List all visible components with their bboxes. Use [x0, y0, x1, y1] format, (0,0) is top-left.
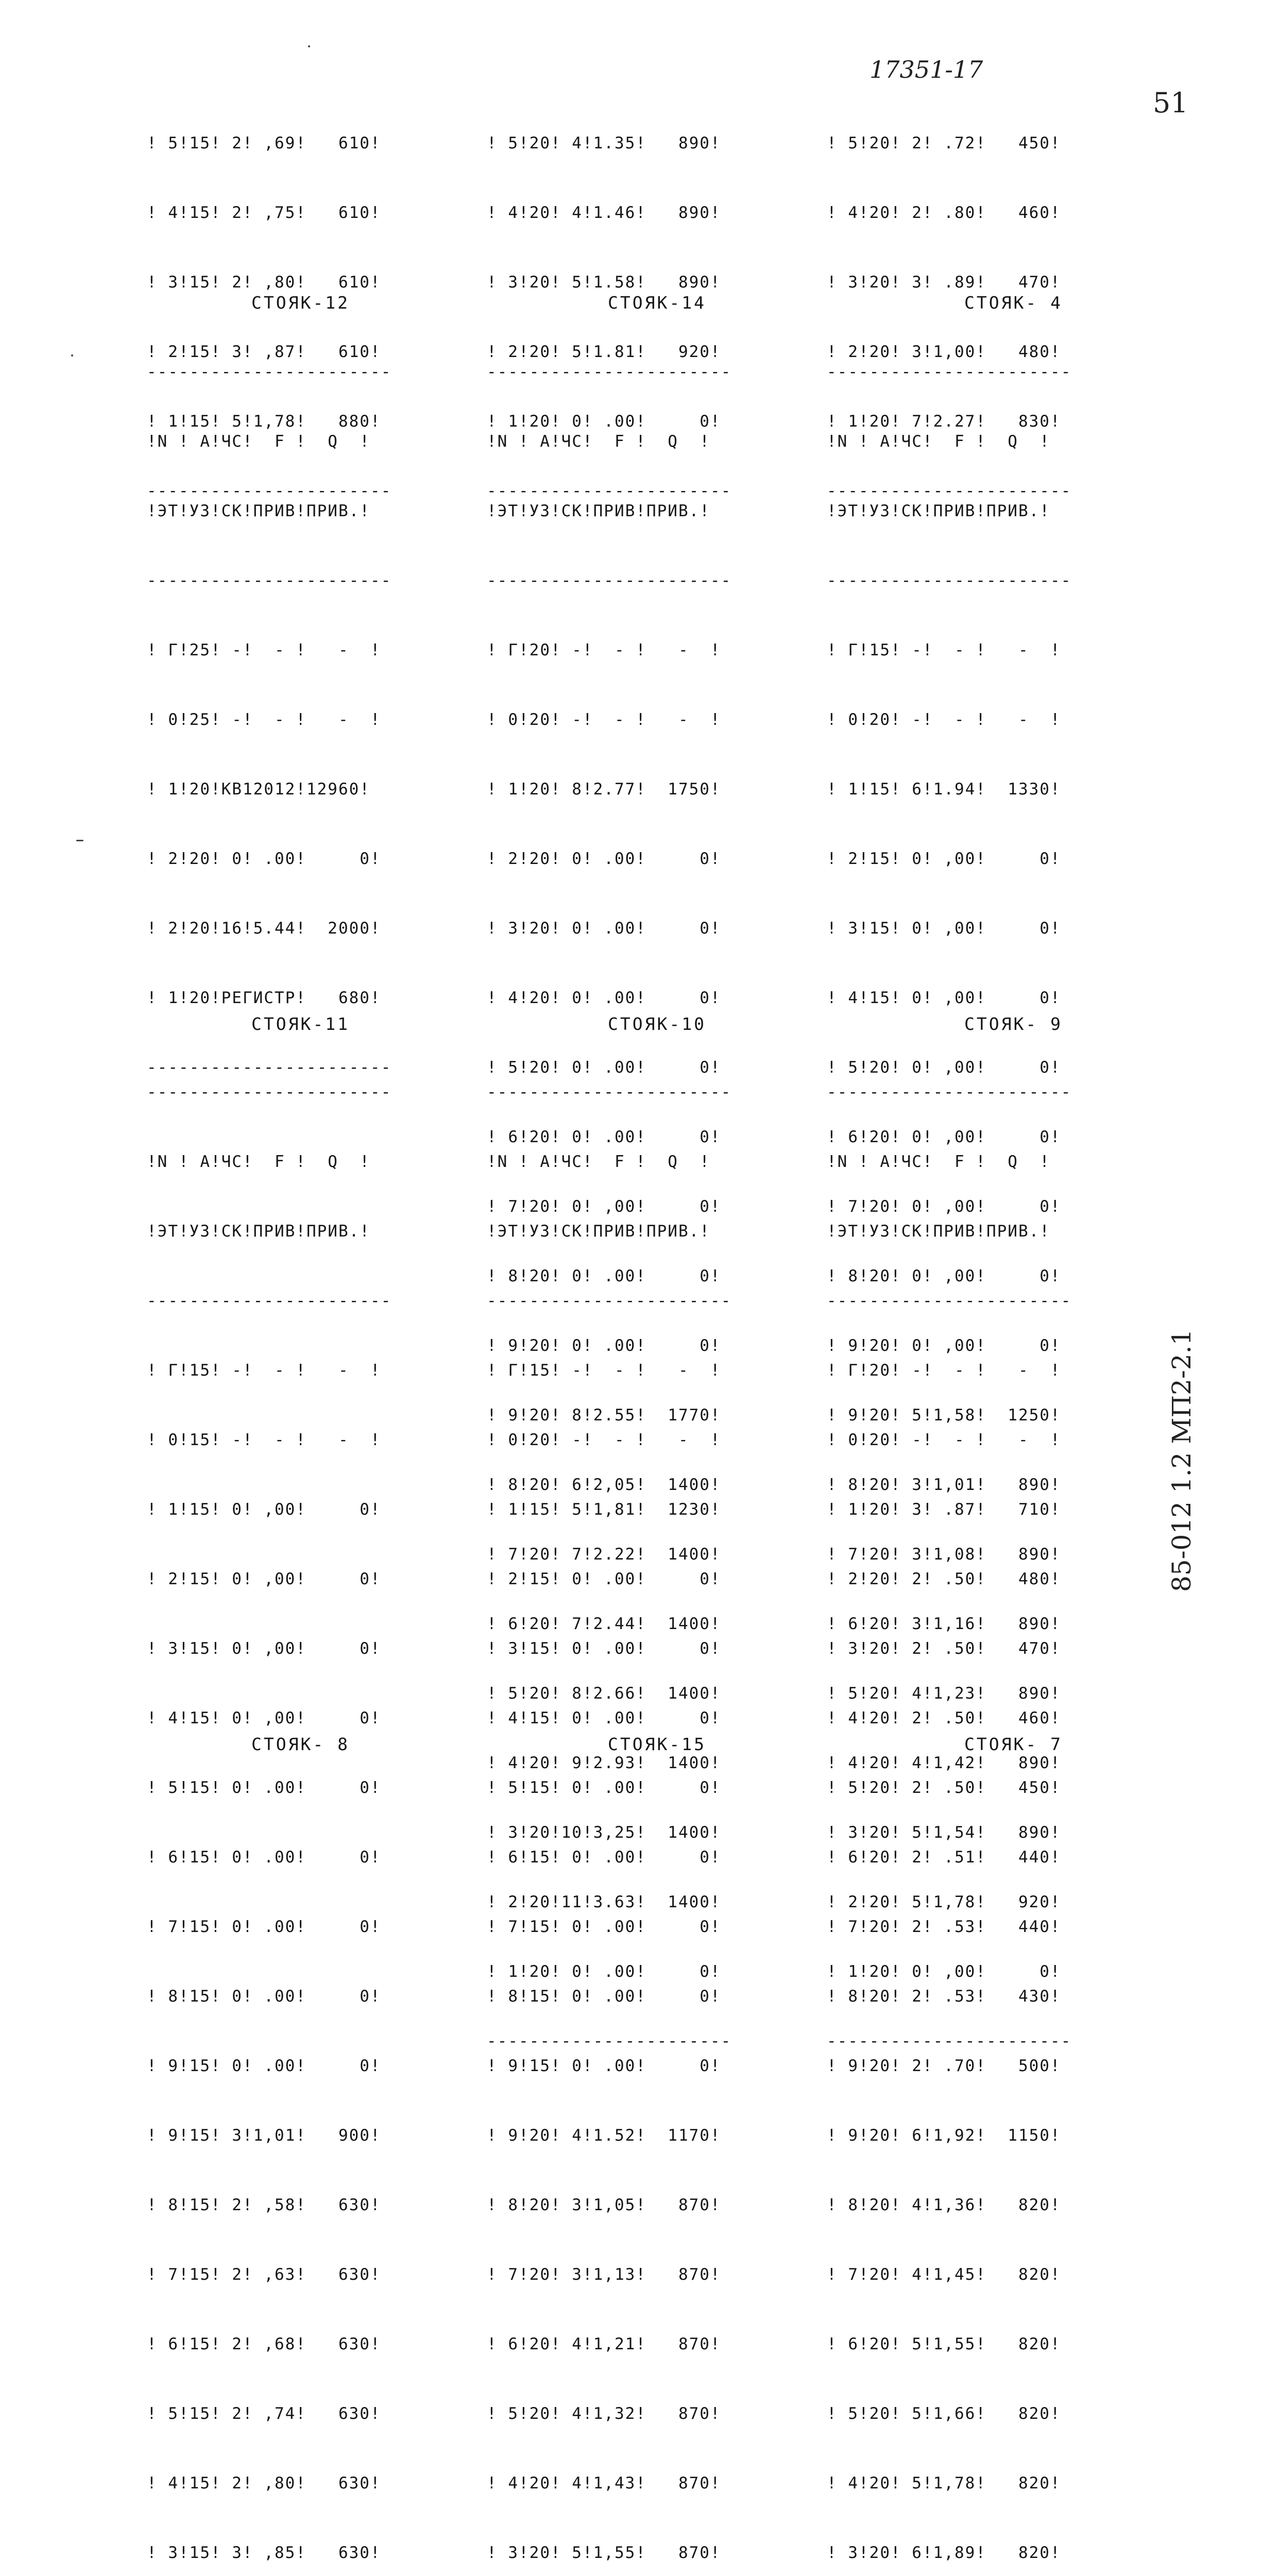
table-row: ! 7!20! 7!2.22! 1400!	[487, 1545, 721, 1564]
rule: -----------------------	[147, 1058, 392, 1077]
table-row: ! 1!15! 5!1,81! 1230!	[487, 1500, 721, 1519]
rule: -----------------------	[147, 1083, 392, 1101]
rule: -----------------------	[487, 571, 732, 590]
table-row: ! 1!20! 7!2.27! 830!	[827, 412, 1061, 431]
table-stoyak-10	[487, 1035, 731, 2576]
scan-speck	[71, 354, 73, 357]
table-row: ! Г!15! -! - ! - !	[827, 641, 1061, 659]
page-number: 51	[1153, 87, 1188, 119]
table-row: ! 1!20!КВ12012!12960!	[147, 780, 370, 799]
table-row: ! 1!15! 0! ,00! 0!	[147, 1500, 381, 1519]
table-row: ! 8!20! 0! ,00! 0!	[827, 1267, 1061, 1285]
table-header: !N ! А!ЧС! F ! Q !	[827, 1153, 1050, 1171]
rule: -----------------------	[147, 482, 392, 500]
table-row: ! 1!20! 3! .87! 710!	[827, 1500, 1061, 1519]
table-row: ! 5!20! 0! .00! 0!	[487, 1058, 721, 1077]
table-title-stoyak-12: СТОЯК-12	[251, 293, 350, 313]
table-title-stoyak-8: СТОЯК- 8	[251, 1734, 350, 1754]
table-row: ! 8!15! 0! .00! 0!	[487, 1987, 721, 2006]
table-row: ! 3!20! 5!1,55! 870!	[487, 2544, 721, 2562]
table-row: ! 3!15! 3! ,85! 630!	[147, 2544, 381, 2562]
table-row: ! 4!20! 0! .00! 0!	[487, 989, 721, 1007]
table-row: ! 0!20! -! - ! - !	[487, 1431, 721, 1449]
table-row: ! 3!20! 0! .00! 0!	[487, 919, 721, 938]
rule: -----------------------	[827, 2032, 1072, 2050]
table-row: ! 9!15! 0! .00! 0!	[487, 2057, 721, 2075]
table-row: ! 5!20! 4!1.35! 890!	[487, 134, 721, 152]
table-row: ! 6!15! 2! ,68! 630!	[147, 2335, 381, 2353]
table-row: ! 6!20! 7!2.44! 1400!	[487, 1615, 721, 1633]
table-row: ! 5!15! 2! ,74! 630!	[147, 2404, 381, 2423]
table-stoyak-12	[147, 314, 391, 1103]
table-row: ! 5!15! 0! .00! 0!	[147, 1778, 381, 1797]
table-row: ! 1!15! 6!1.94! 1330!	[827, 780, 1061, 799]
table-row: ! 4!15! 0! ,00! 0!	[827, 989, 1061, 1007]
table-row: ! 6!20! 0! .00! 0!	[487, 1128, 721, 1146]
table-row: ! 4!20! 9!2.93! 1400!	[487, 1754, 721, 1772]
table-row: ! 1!15! 5!1,78! 880!	[147, 412, 381, 431]
table-title-stoyak-4: СТОЯК- 4	[964, 293, 1063, 313]
rule: -----------------------	[147, 571, 392, 590]
table-row: ! Г!20! -! - ! - !	[827, 1361, 1061, 1380]
table-row: ! 0!20! -! - ! - !	[827, 710, 1061, 729]
table-row: ! 6!15! 0! .00! 0!	[147, 1848, 381, 1867]
rule: -----------------------	[827, 1083, 1072, 1101]
table-row: ! 3!20! 5!1.58! 890!	[487, 273, 721, 292]
rule: -----------------------	[487, 363, 732, 381]
table-row: ! 7!15! 0! .00! 0!	[487, 1918, 721, 1936]
rule: -----------------------	[487, 2032, 732, 2050]
table-row: ! 4!15! 2! ,75! 610!	[147, 204, 381, 222]
table-row: ! 1!20! 8!2.77! 1750!	[487, 780, 721, 799]
table-header: !ЭТ!УЗ!СК!ПРИВ!ПРИВ.!	[147, 1222, 370, 1241]
table-row: ! 4!20! 4!1,43! 870!	[487, 2474, 721, 2493]
table-row: ! 4!20! 4!1.46! 890!	[487, 204, 721, 222]
rule: -----------------------	[827, 571, 1072, 590]
table-row: ! 7!20! 3!1,13! 870!	[487, 2265, 721, 2284]
table-header: !N ! А!ЧС! F ! Q !	[487, 1153, 710, 1171]
table-row: ! 7!20! 0! ,00! 0!	[487, 1197, 721, 1216]
scan-speck	[76, 840, 83, 841]
table-row: ! 5!15! 2! ,69! 610!	[147, 134, 381, 152]
table-row: ! 3!20!10!3,25! 1400!	[487, 1823, 721, 1842]
rule: -----------------------	[147, 363, 392, 381]
table-row: ! 1!20! 0! .00! 0!	[487, 1962, 721, 1981]
table-row: ! 4!15! 0! .00! 0!	[487, 1709, 721, 1727]
table-header: !N ! А!ЧС! F ! Q !	[827, 432, 1050, 451]
table-header: !ЭТ!УЗ!СК!ПРИВ!ПРИВ.!	[487, 1222, 710, 1241]
table-row: ! Г!20! -! - ! - !	[487, 641, 721, 659]
table-row: ! 3!15! 0! .00! 0!	[487, 1639, 721, 1658]
table-row: ! 8!20! 4!1,36! 820!	[827, 2196, 1061, 2214]
rule: -----------------------	[487, 482, 732, 500]
table-row: ! 2!15! 3! ,87! 610!	[147, 343, 381, 361]
table-row: ! 4!15! 2! ,80! 630!	[147, 2474, 381, 2493]
table-stoyak-11	[147, 1035, 391, 2576]
table-header: !ЭТ!УЗ!СК!ПРИВ!ПРИВ.!	[487, 502, 710, 520]
table-row: ! 5!20! 4!1,32! 870!	[487, 2404, 721, 2423]
table-row: ! 1!20! 0! ,00! 0!	[827, 1962, 1061, 1981]
table-row: ! Г!25! -! - ! - !	[147, 641, 381, 659]
rule: -----------------------	[827, 482, 1072, 500]
table-row: ! 4!20! 5!1,78! 820!	[827, 2474, 1061, 2493]
table-row: ! 7!20! 3!1,08! 890!	[827, 1545, 1061, 1564]
table-row: ! 2!20!16!5.44! 2000!	[147, 919, 381, 938]
table-row: ! 6!20! 3!1,16! 890!	[827, 1615, 1061, 1633]
table-row: ! 5!15! 0! .00! 0!	[487, 1778, 721, 1797]
table-row: ! 8!20! 3!1,05! 870!	[487, 2196, 721, 2214]
table-row: ! 3!15! 2! ,80! 610!	[147, 273, 381, 292]
table-title-stoyak-10: СТОЯК-10	[608, 1014, 706, 1034]
table-header: !ЭТ!УЗ!СК!ПРИВ!ПРИВ.!	[827, 502, 1050, 520]
table-row: ! 0!25! -! - ! - !	[147, 710, 381, 729]
rule: -----------------------	[827, 1292, 1072, 1310]
table-row: ! 9!15! 0! .00! 0!	[147, 2057, 381, 2075]
doc-number: 17351-17	[870, 56, 983, 83]
table-row: ! 5!20! 8!2.66! 1400!	[487, 1684, 721, 1703]
table-row: ! 6!20! 4!1,21! 870!	[487, 2335, 721, 2353]
table-row: ! 2!15! 0! ,00! 0!	[827, 850, 1061, 868]
table-row: ! 4!20! 2! .50! 460!	[827, 1709, 1061, 1727]
table-row: ! 8!20! 3!1,01! 890!	[827, 1476, 1061, 1494]
table-header: !N ! А!ЧС! F ! Q !	[147, 1153, 370, 1171]
table-row: ! 9!20! 4!1.52! 1170!	[487, 2126, 721, 2145]
table-row: ! 2!20!11!3.63! 1400!	[487, 1893, 721, 1911]
table-row: ! 8!15! 0! .00! 0!	[147, 1987, 381, 2006]
table-row: ! 9!15! 3!1,01! 900!	[147, 2126, 381, 2145]
table-title-stoyak-14: СТОЯК-14	[608, 293, 706, 313]
table-title-stoyak-7: СТОЯК- 7	[964, 1734, 1063, 1754]
table-header: !N ! А!ЧС! F ! Q !	[147, 432, 370, 451]
table-row: ! 8!20! 6!2,05! 1400!	[487, 1476, 721, 1494]
table-row: ! 9!20! 8!2.55! 1770!	[487, 1406, 721, 1425]
table-row: ! 0!15! -! - ! - !	[147, 1431, 381, 1449]
table-row: ! 9!20! 0! .00! 0!	[487, 1336, 721, 1355]
table-title-stoyak-15: СТОЯК-15	[608, 1734, 706, 1754]
table-row: ! 3!15! 0! ,00! 0!	[147, 1639, 381, 1658]
table-row: ! 6!20! 2! .51! 440!	[827, 1848, 1061, 1867]
table-row: ! 3!20! 6!1,89! 820!	[827, 2544, 1061, 2562]
table-row: ! 7!15! 0! .00! 0!	[147, 1918, 381, 1936]
table-header: !ЭТ!УЗ!СК!ПРИВ!ПРИВ.!	[147, 502, 370, 520]
table-row: ! 2!20! 5!1,78! 920!	[827, 1893, 1061, 1911]
table-row: ! 5!20! 4!1,23! 890!	[827, 1684, 1061, 1703]
table-row: ! 2!20! 2! .50! 480!	[827, 1570, 1061, 1588]
table-row: ! 1!20!РЕГИСТР! 680!	[147, 989, 381, 1007]
rule: -----------------------	[487, 1292, 732, 1310]
rule: -----------------------	[147, 1292, 392, 1310]
table-row: ! 7!15! 2! ,63! 630!	[147, 2265, 381, 2284]
table-row: ! 6!15! 0! .00! 0!	[487, 1848, 721, 1867]
table-row: ! 7!20! 2! .53! 440!	[827, 1918, 1061, 1936]
table-row: ! 0!20! -! - ! - !	[487, 710, 721, 729]
table-row: ! 5!20! 2! .50! 450!	[827, 1778, 1061, 1797]
table-row: ! 5!20! 5!1,66! 820!	[827, 2404, 1061, 2423]
table-row: ! 4!20! 2! .80! 460!	[827, 204, 1061, 222]
table-row: ! 2!20! 3!1,00! 480!	[827, 343, 1061, 361]
table-row: ! 2!20! 0! .00! 0!	[147, 850, 381, 868]
side-code: 85-012 1.2 МП2-2.1	[1167, 1329, 1197, 1592]
table-row: ! 8!15! 2! ,58! 630!	[147, 2196, 381, 2214]
rule: -----------------------	[487, 1083, 732, 1101]
table-row: ! 9!20! 2! .70! 500!	[827, 2057, 1061, 2075]
table-row: ! Г!15! -! - ! - !	[147, 1361, 381, 1380]
table-row: ! 6!20! 5!1,55! 820!	[827, 2335, 1061, 2353]
table-title-stoyak-9: СТОЯК- 9	[964, 1014, 1063, 1034]
table-row: ! 2!15! 0! ,00! 0!	[147, 1570, 381, 1588]
table-row: ! 2!20! 0! .00! 0!	[487, 850, 721, 868]
table-row: ! 9!20! 6!1,92! 1150!	[827, 2126, 1061, 2145]
table-row: ! 5!20! 0! ,00! 0!	[827, 1058, 1061, 1077]
table-row: ! 7!20! 4!1,45! 820!	[827, 2265, 1061, 2284]
table-row: ! 9!20! 0! ,00! 0!	[827, 1336, 1061, 1355]
table-row: ! 9!20! 5!1,58! 1250!	[827, 1406, 1061, 1425]
table-header: !N ! А!ЧС! F ! Q !	[487, 432, 710, 451]
table-row: ! 7!20! 0! ,00! 0!	[827, 1197, 1061, 1216]
table-title-stoyak-11: СТОЯК-11	[251, 1014, 350, 1034]
table-row: ! 8!20! 2! .53! 430!	[827, 1987, 1061, 2006]
table-row: ! 3!15! 0! ,00! 0!	[827, 919, 1061, 938]
table-row: ! 8!20! 0! .00! 0!	[487, 1267, 721, 1285]
rule: -----------------------	[827, 363, 1072, 381]
table-row: ! 5!20! 2! .72! 450!	[827, 134, 1061, 152]
table-row: ! Г!15! -! - ! - !	[487, 1361, 721, 1380]
table-row: ! 2!15! 0! .00! 0!	[487, 1570, 721, 1588]
table-row: ! 2!20! 5!1.81! 920!	[487, 343, 721, 361]
table-row: ! 1!20! 0! .00! 0!	[487, 412, 721, 431]
table-row: ! 6!20! 0! ,00! 0!	[827, 1128, 1061, 1146]
table-header: !ЭТ!УЗ!СК!ПРИВ!ПРИВ.!	[827, 1222, 1050, 1241]
table-row: ! 3!20! 2! .50! 470!	[827, 1639, 1061, 1658]
table-row: ! 0!20! -! - ! - !	[827, 1431, 1061, 1449]
table-stoyak-9	[827, 1035, 1071, 2576]
table-row: ! 4!20! 4!1,42! 890!	[827, 1754, 1061, 1772]
table-row: ! 3!20! 5!1,54! 890!	[827, 1823, 1061, 1842]
table-row: ! 4!15! 0! ,00! 0!	[147, 1709, 381, 1727]
scan-speck	[308, 45, 310, 47]
table-row: ! 3!20! 3! .89! 470!	[827, 273, 1061, 292]
